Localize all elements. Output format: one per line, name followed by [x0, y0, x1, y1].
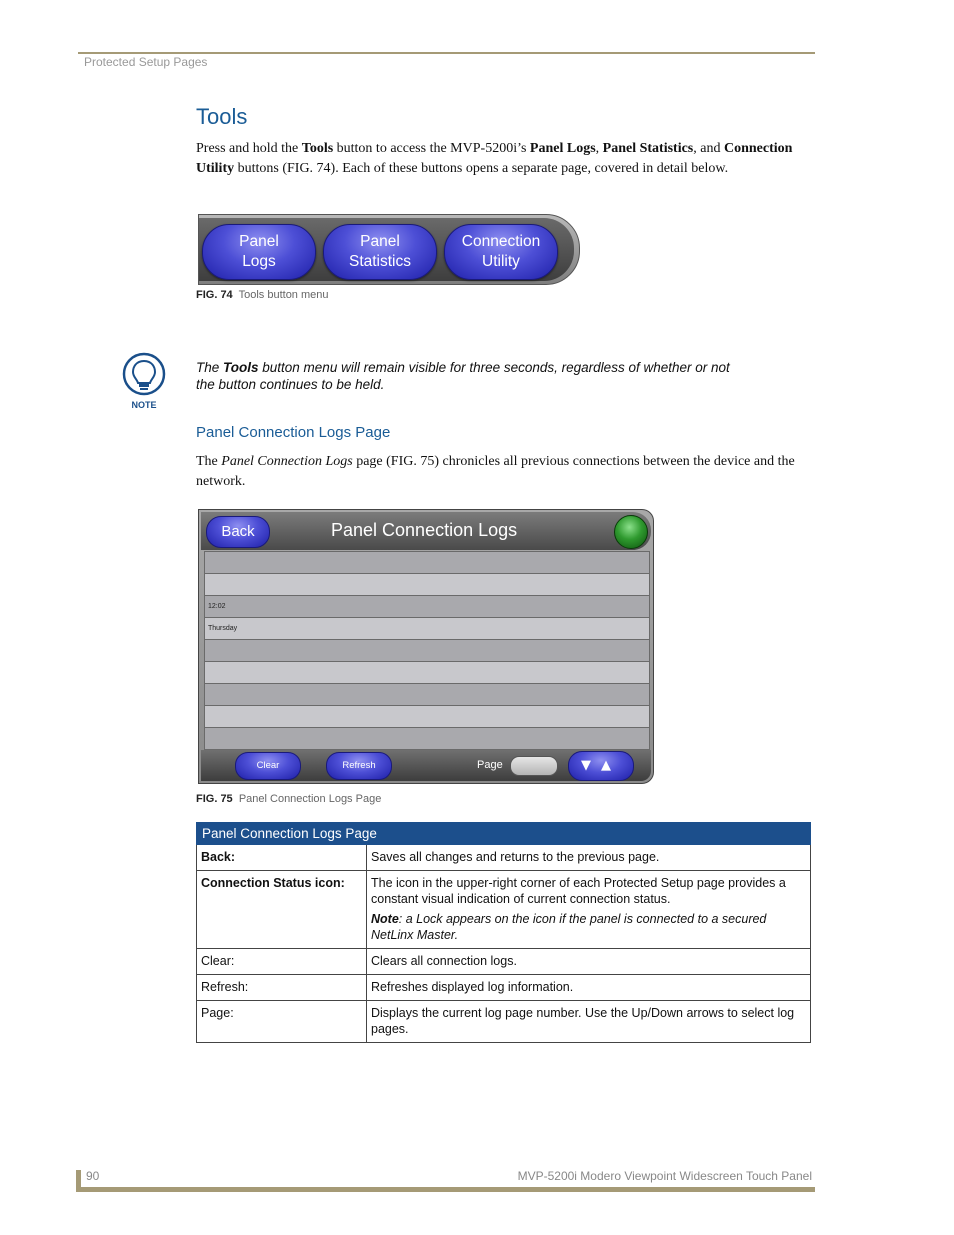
- note-text: The Tools button menu will remain visible for three seconds, regardless of whether or not the button continues to be held.: [196, 360, 730, 392]
- up-down-arrows-button[interactable]: ▼▲: [568, 751, 634, 781]
- logs-page-table: [196, 822, 811, 1043]
- row-description: Saves all changes and returns to the previous page.: [367, 845, 811, 871]
- log-row: [204, 706, 650, 728]
- row-description: Displays the current log page number. Use the Up/Down arrows to select log pages.: [367, 1001, 811, 1043]
- fig75-caption: FIG. 75 Panel Connection Logs Page: [196, 793, 382, 805]
- row-label: Back:: [197, 845, 367, 871]
- back-button[interactable]: Back: [206, 516, 270, 548]
- row-label: Refresh:: [197, 975, 367, 1001]
- row-label: Connection Status icon:: [197, 871, 367, 949]
- log-row: 12:02: [204, 596, 650, 618]
- logs-header-bar: [201, 512, 651, 550]
- logs-footer-bar: [201, 750, 651, 781]
- log-row: [204, 662, 650, 684]
- row-label: Clear:: [197, 949, 367, 975]
- logs-screen-title: Panel Connection Logs: [331, 520, 518, 540]
- row-description: Clears all connection logs.: [367, 949, 811, 975]
- panel-connection-logs-heading: Panel Connection Logs Page: [196, 424, 391, 441]
- page-number-field: [510, 756, 558, 776]
- clear-button[interactable]: Clear: [235, 752, 301, 780]
- table-row: [197, 975, 811, 1001]
- connection-status-icon[interactable]: [614, 515, 648, 549]
- table-row: [197, 845, 811, 871]
- table-row: [197, 949, 811, 975]
- table-row: [197, 1001, 811, 1043]
- table-title: Panel Connection Logs Page: [197, 823, 811, 845]
- connection-utility-button[interactable]: Connection Utility: [444, 224, 558, 280]
- log-row: [204, 728, 650, 750]
- log-list: [204, 551, 650, 750]
- row-description: Refreshes displayed log information.: [367, 975, 811, 1001]
- log-row: [204, 684, 650, 706]
- refresh-button[interactable]: Refresh: [326, 752, 392, 780]
- page-label: Page: [477, 759, 503, 771]
- panel-connection-logs-screen: [198, 509, 654, 784]
- log-row: [204, 574, 650, 596]
- tools-button-menu: [198, 214, 580, 285]
- log-row: Thursday: [204, 618, 650, 640]
- log-row: [204, 551, 650, 574]
- log-row: [204, 640, 650, 662]
- fig74-caption: FIG. 74 Tools button menu: [196, 289, 329, 301]
- footer-rule: [78, 1187, 815, 1192]
- panel-logs-button[interactable]: Panel Logs: [202, 224, 316, 280]
- row-label: Page:: [197, 1001, 367, 1043]
- footer-document-title: MVP-5200i Modero Viewpoint Widescreen Touch Panel: [517, 1169, 812, 1183]
- page-number: 90: [86, 1169, 100, 1183]
- tools-intro-paragraph: Press and hold the Tools button to access the MVP-5200i’s Panel Logs, Panel Statistics, and Connection Utility buttons (FIG. 74). Each of these buttons opens a separate page, covered in detail below.: [196, 141, 793, 176]
- note-lightbulb-icon: NOTE: [121, 352, 167, 412]
- row-description: The icon in the upper-right corner of each Protected Setup page provides a constant visual indication of current connection status. Note: a Lock appears on the icon if the panel is connected to a secured NetLinx Master.: [367, 871, 811, 949]
- table-row: [197, 871, 811, 949]
- logs-intro-paragraph: The Panel Connection Logs page (FIG. 75) chronicles all previous connections between the device and the network.: [196, 454, 795, 489]
- panel-statistics-button[interactable]: Panel Statistics: [323, 224, 437, 280]
- header-rule: [78, 52, 815, 54]
- running-head: Protected Setup Pages: [84, 55, 208, 69]
- tools-heading: Tools: [196, 104, 248, 129]
